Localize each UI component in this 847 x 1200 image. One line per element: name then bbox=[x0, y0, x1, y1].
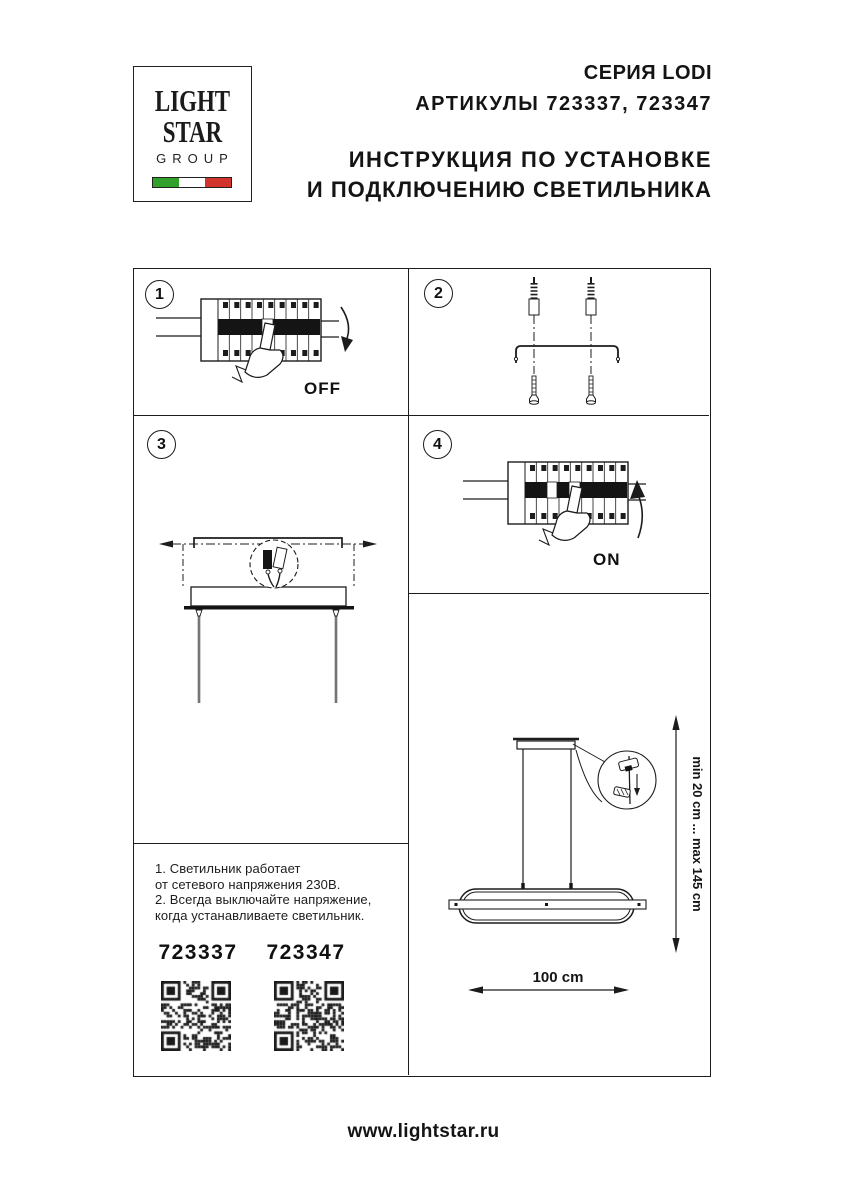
note-line-3: 2. Всегда выключайте напряжение, bbox=[155, 892, 372, 908]
article-number-left: 723337 bbox=[158, 941, 238, 964]
step-4-cell bbox=[409, 416, 709, 594]
on-label: ON bbox=[593, 550, 621, 569]
step-1-number-badge: 1 bbox=[145, 280, 174, 309]
lamp-dimensions-cell bbox=[409, 594, 709, 1075]
page-title-line1: ИНСТРУКЦИЯ ПО УСТАНОВКЕ bbox=[348, 147, 712, 172]
instruction-grid bbox=[133, 268, 711, 1077]
step-2-cell bbox=[409, 269, 709, 416]
flag-green-stripe bbox=[153, 178, 179, 187]
step-3-number-badge: 3 bbox=[147, 430, 176, 459]
qr-code-right bbox=[274, 981, 344, 1051]
circuit-breaker-off-drawing bbox=[134, 269, 409, 416]
notes-cell bbox=[134, 844, 409, 1075]
logo-star: STAR bbox=[162, 114, 223, 149]
step-3-cell bbox=[134, 416, 409, 844]
footer-url: www.lightstar.ru bbox=[347, 1121, 500, 1142]
pendant-lamp-drawing bbox=[409, 594, 709, 1075]
series-title: СЕРИЯ LODI bbox=[583, 62, 712, 84]
height-range-label: min 20 cm ... max 145 cm bbox=[690, 756, 705, 912]
canopy-mounting-drawing bbox=[134, 416, 409, 844]
step-1-cell bbox=[134, 269, 409, 416]
flag-red-stripe bbox=[205, 178, 231, 187]
width-label: 100 cm bbox=[532, 969, 584, 986]
logo-light: LIGHT bbox=[154, 83, 231, 118]
article-numbers: АРТИКУЛЫ 723337, 723347 bbox=[415, 93, 712, 115]
qr-code-left bbox=[161, 981, 231, 1051]
lightstar-logo bbox=[133, 66, 252, 202]
wall-plugs-bracket-drawing bbox=[409, 269, 709, 416]
note-line-4: когда устанавливаете светильник. bbox=[155, 907, 365, 923]
note-line-2: от сетевого напряжения 230В. bbox=[155, 876, 341, 892]
logo-group: GROUP bbox=[156, 151, 234, 166]
step-4-number-badge: 4 bbox=[423, 430, 452, 459]
page-title-line2: И ПОДКЛЮЧЕНИЮ СВЕТИЛЬНИКА bbox=[306, 177, 712, 202]
italian-flag-icon bbox=[152, 177, 232, 188]
note-line-1: 1. Светильник работает bbox=[155, 861, 301, 876]
circuit-breaker-on-drawing bbox=[409, 416, 709, 594]
flag-white-stripe bbox=[179, 178, 205, 187]
article-number-right: 723347 bbox=[266, 941, 346, 964]
off-label: OFF bbox=[304, 379, 341, 398]
step-2-number-badge: 2 bbox=[424, 279, 453, 308]
safety-notes bbox=[155, 861, 371, 923]
